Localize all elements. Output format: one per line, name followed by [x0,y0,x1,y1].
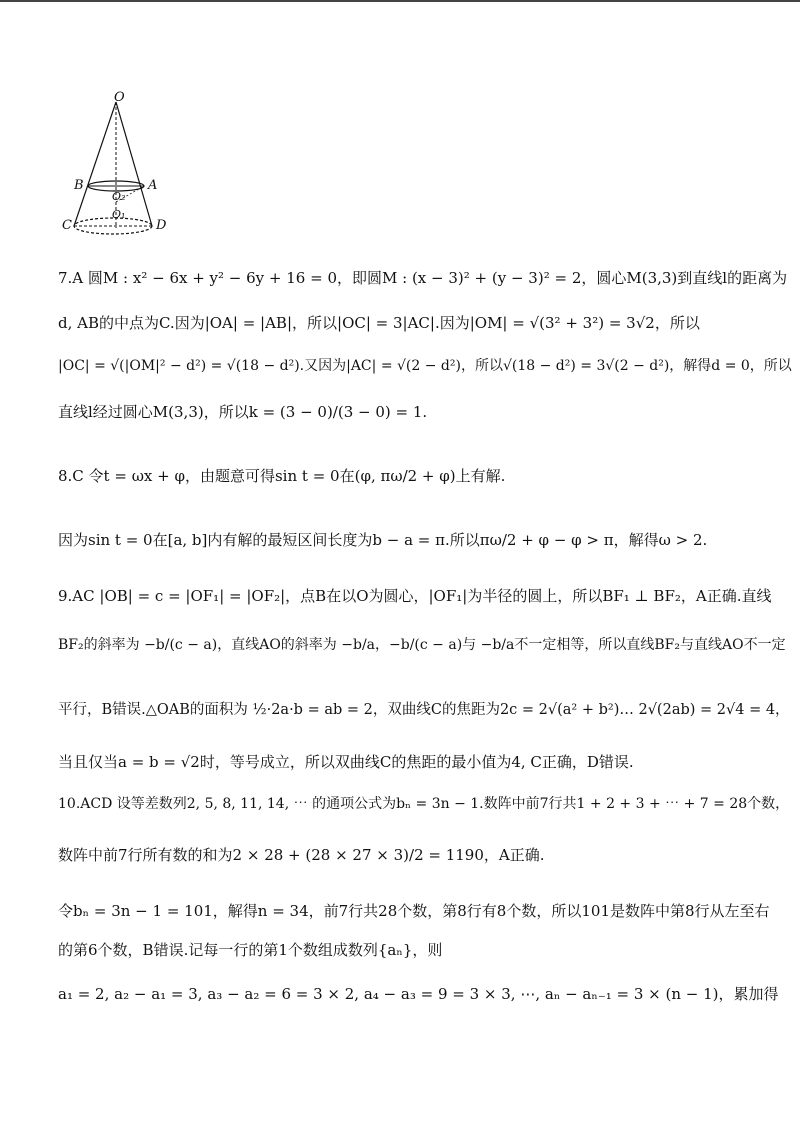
label-c: C [62,218,72,233]
text-line: 数阵中前7行所有数的和为2 × 28 + (28 × 27 × 3)/2 = 1190，A正确. [58,846,545,864]
cone-figure [60,90,180,240]
label-a: A [148,178,158,193]
text-line: a₁ = 2, a₂ − a₁ = 3, a₃ − a₂ = 6 = 3 × 2, a₄ − a₃ = 9 = 3 × 3, ⋯, aₙ − aₙ₋₁ = 3 × (n − 1)，累加得 [58,985,779,1003]
text-line: |OC| = √(|OM|² − d²) = √(18 − d²).又因为|AC| = √(2 − d²)，所以√(18 − d²) = 3√(2 − d²)，解得d = 0，所以 [58,358,792,374]
label-b: B [74,178,84,193]
text-line: 因为sin t = 0在[a, b]内有解的最短区间长度为b − a = π.所以πω/2 + φ − φ > π，解得ω > 2. [58,531,708,549]
text-line: d, AB的中点为C.因为|OA| = |AB|，所以|OC| = 3|AC|.因为|OM| = √(3² + 3²) = 3√2，所以 [58,314,700,332]
text-line: 9.AC |OB| = c = |OF₁| = |OF₂|，点B在以O为圆心，|OF₁|为半径的圆上，所以BF₁ ⊥ BF₂，A正确.直线 [58,587,772,605]
text-line: 7.A 圆M : x² − 6x + y² − 6y + 16 = 0，即圆M : (x − 3)² + (y − 3)² = 2，圆心M(3,3)到直线l的距离为 [58,269,788,287]
label-o2: O₂ [112,190,126,203]
text-line: 平行，B错误.△OAB的面积为 ½·2a·b = ab = 2，双曲线C的焦距为2c = 2√(a² + b²)… 2√(2ab) = 2√4 = 4， [58,702,790,718]
text-line: BF₂的斜率为 −b/(c − a)，直线AO的斜率为 −b/a，−b/(c − a)与 −b/a不一定相等，所以直线BF₂与直线AO不一定 [58,637,786,653]
label-o1: O₁ [112,208,126,221]
text-line: 直线l经过圆心M(3,3)，所以k = (3 − 0)/(3 − 0) = 1. [58,403,428,421]
text-line: 10.ACD 设等差数列2, 5, 8, 11, 14, ⋯ 的通项公式为bₙ = 3n − 1.数阵中前7行共1 + 2 + 3 + ⋯ + 7 = 28个数， [58,796,790,812]
page-top-border [0,0,800,2]
text-line: 的第6个数，B错误.记每一行的第1个数组成数列{aₙ}，则 [58,941,443,959]
label-d: D [156,218,167,233]
text-line: 当且仅当a = b = √2时，等号成立，所以双曲线C的焦距的最小值为4, C正确，D错误. [58,753,634,771]
text-line: 8.C 令t = ωx + φ，由题意可得sin t = 0在(φ, πω/2 + φ)上有解. [58,467,506,485]
label-apex-o: O [114,90,125,105]
text-line: 令bₙ = 3n − 1 = 101，解得n = 34，前7行共28个数，第8行有8个数，所以101是数阵中第8行从左至右 [58,902,770,920]
